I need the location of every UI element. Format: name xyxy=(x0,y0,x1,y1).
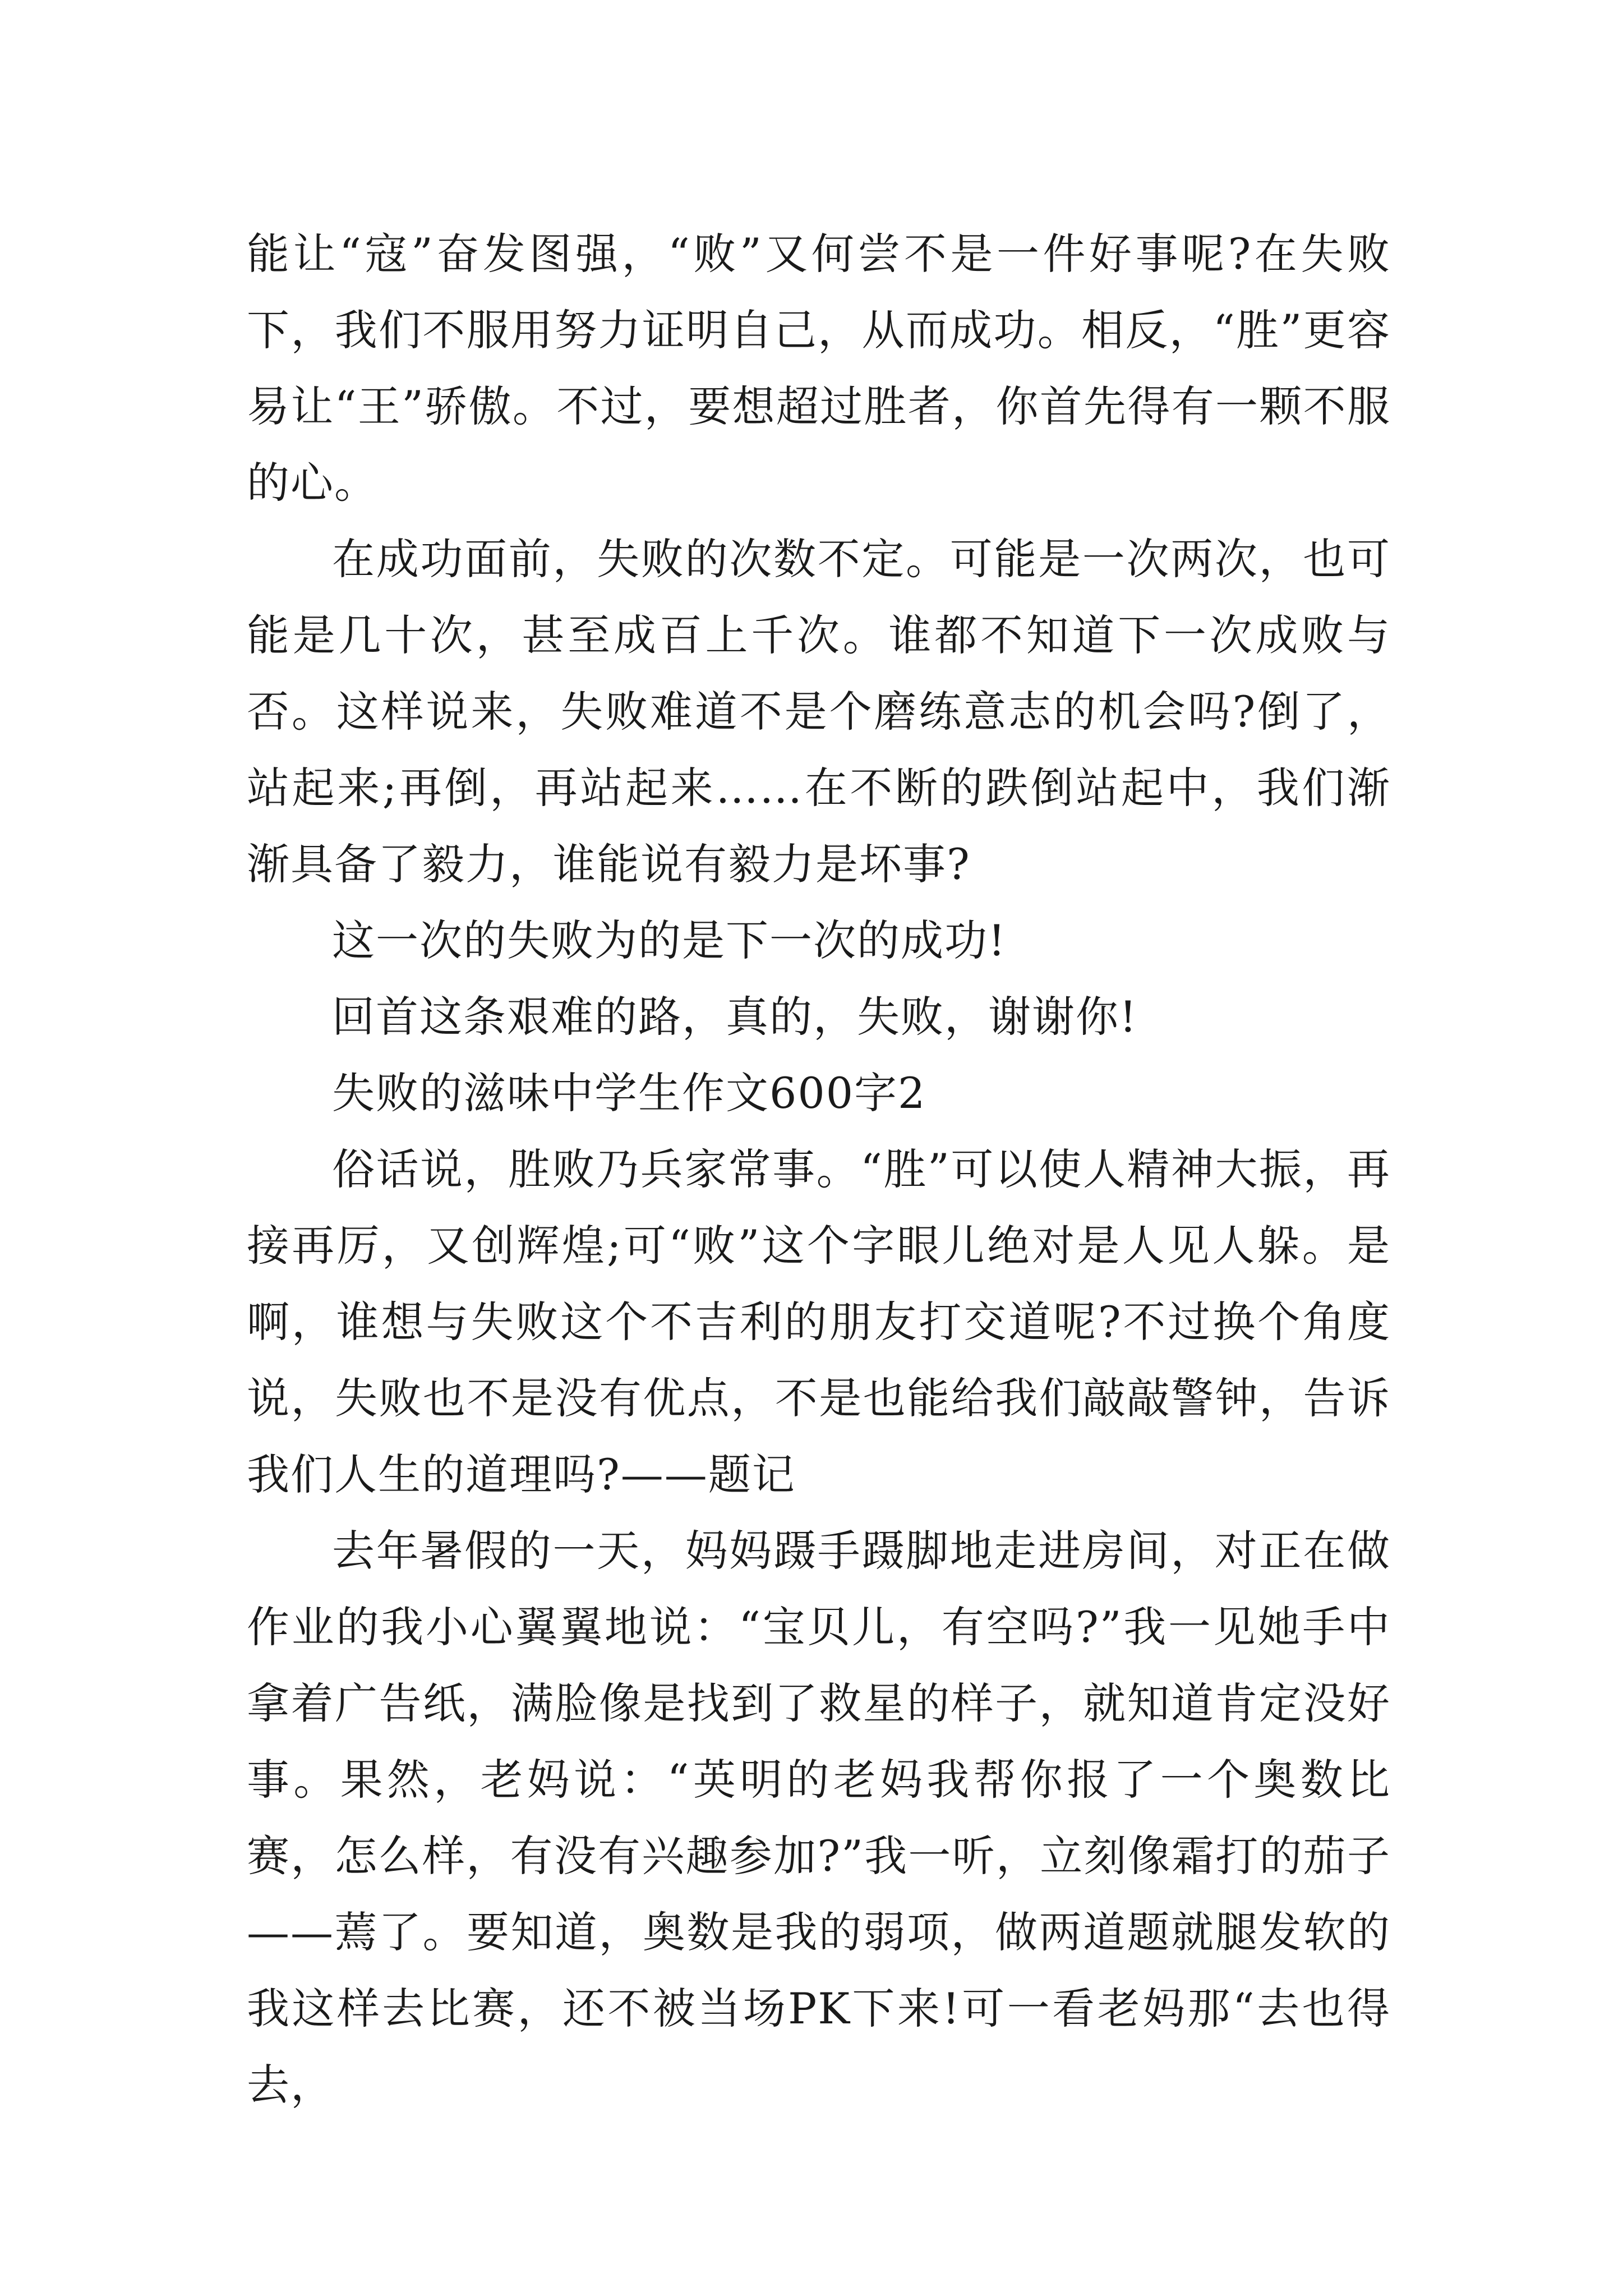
paragraph-1: 能让“寇”奋发图强，“败”又何尝不是一件好事呢?在失败下，我们不服用努力证明自己，从而成功。相反，“胜”更容易让“王”骄傲。不过，要想超过胜者，你首先得有一颗不服的心。 xyxy=(247,229,1391,508)
essay-body xyxy=(247,216,1391,2123)
paragraph-3: 这一次的失败为的是下一次的成功! xyxy=(332,915,1007,965)
section-heading: 失败的滋味中学生作文600字2 xyxy=(332,1068,926,1118)
paragraph-7: 去年暑假的一天，妈妈蹑手蹑脚地走进房间，对正在做作业的我小心翼翼地说：“宝贝儿，有空吗?”我一见她手中拿着广告纸，满脸像是找到了救星的样子，就知道肯定没好事。果然，老妈说：“英明的老妈我帮你报了一个奥数比赛，怎么样，有没有兴趣参加?”我一听，立刻像霜打的茄子——蔫了。要知道，奥数是我的弱项，做两道题就腿发软的我这样去比赛，还不被当场PK下来!可一看老妈那“去也得去， xyxy=(247,1526,1391,2110)
paragraph-4: 回首这条艰难的路，真的，失败，谢谢你! xyxy=(332,992,1138,1042)
paragraph-6: 俗话说，胜败乃兵家常事。“胜”可以使人精神大振，再接再厉，又创辉煌;可“败”这个字眼儿绝对是人见人躲。是啊，谁想与失败这个不吉利的朋友打交道呢?不过换个角度说，失败也不是没有优点，不是也能给我们敲敲警钟，告诉我们人生的道理吗?——题记 xyxy=(247,1144,1391,1499)
paragraph-2: 在成功面前，失败的次数不定。可能是一次两次，也可能是几十次，甚至成百上千次。谁都不知道下一次成败与否。这样说来，失败难道不是个磨练意志的机会吗?倒了，站起来;再倒，再站起来……在不断的跌倒站起中，我们渐渐具备了毅力，谁能说有毅力是坏事? xyxy=(247,534,1391,889)
